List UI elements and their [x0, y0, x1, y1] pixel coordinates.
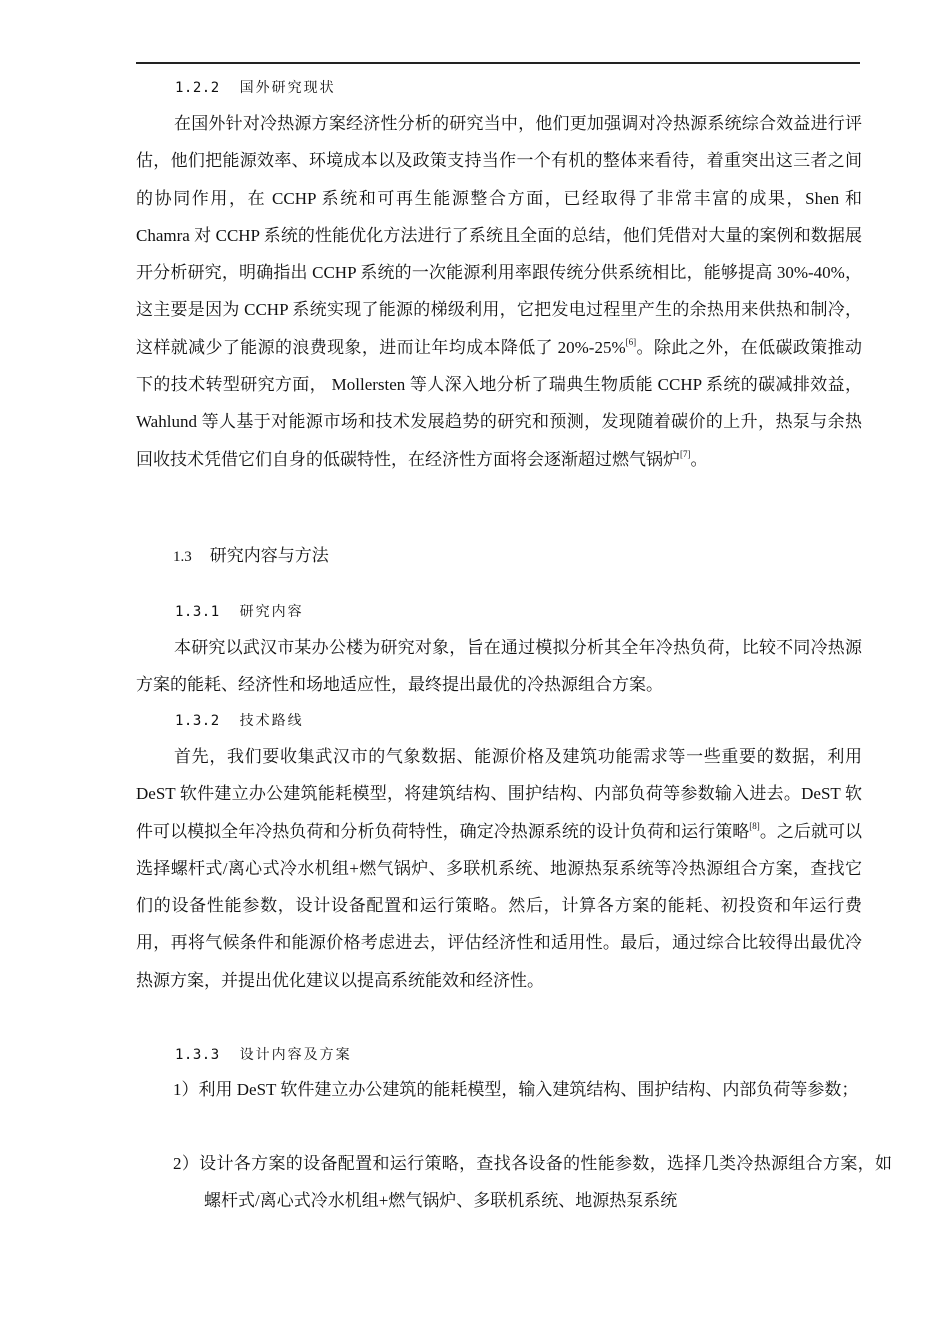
section-heading-1-3-3 [175, 1044, 352, 1064]
paragraph-text: 。 [690, 449, 708, 469]
citation-ref: [7] [680, 448, 691, 459]
citation-ref: [8] [749, 820, 760, 831]
section-title: 研究内容 [239, 604, 304, 620]
paragraph-foreign-research [136, 105, 862, 478]
section-title: 研究内容与方法 [209, 546, 329, 565]
section-number: 1.3.1 [175, 604, 220, 620]
list-item-1: 1）利用 DeST 软件建立办公建筑的能耗模型，输入建筑结构、围护结构、内部负荷等参数； [173, 1080, 859, 1099]
list-item-2: 2）设计各方案的设备配置和运行策略，查找各设备的性能参数，选择几类冷热源组合方案，如螺杆式/离心式冷水机组+燃气锅炉、多联机系统、地源热泵系统 [173, 1154, 892, 1210]
section-number: 1.3 [173, 549, 192, 565]
section-heading-1-3-1 [175, 601, 304, 621]
paragraph-text: 。除此之外，在低碳政策推动下的技术转型研究方面， Mollersten 等人深入地分析了瑞典生物质能 CCHP 系统的碳减排效益， Wahlund 等人基于对能源市场和技术发展趋势的研究和预测，发现随着碳价的上升，热泵与余热回收技术凭借它们自身的低碳特性，在经济性方面将会逐渐超过燃气锅炉 [136, 337, 863, 469]
section-heading-1-3-2 [175, 710, 304, 730]
header-rule [136, 62, 860, 64]
section-number: 1.3.2 [175, 713, 220, 729]
section-number: 1.3.3 [175, 1047, 220, 1063]
paragraph-text: 在国外针对冷热源方案经济性分析的研究当中，他们更加强调对冷热源系统综合效益进行评估，他们把能源效率、环境成本以及政策支持当作一个有机的整体来看待，着重突出这三者之间的协同作用，在 CCHP 系统和可再生能源整合方面，已经取得了非常丰富的成果，Shen 和 Chamra 对 CCHP 系统的性能优化方法进行了系统且全面的总结，他们凭借对大量的案例和数据展开分析研究，明确指出 CCHP 系统的一次能源利用率跟传统分供系统相比，能够提高 30%-40%，这主要是因为 CCHP 系统实现了能源的梯级利用，它把发电过程里产生的余热用来供热和制冷，这样就减少了能源的浪费现象，进而让年均成本降低了 20%-25% [136, 114, 862, 357]
citation-ref: [6] [625, 336, 637, 347]
section-title: 国外研究现状 [239, 80, 336, 96]
paragraph-text: 本研究以武汉市某办公楼为研究对象，旨在通过模拟分析其全年冷热负荷，比较不同冷热源方案的能耗、经济性和场地适应性，最终提出最优的冷热源组合方案。 [136, 638, 862, 695]
paragraph-technical-route [136, 738, 862, 999]
paragraph-text: 首先，我们要收集武汉市的气象数据、能源价格及建筑功能需求等一些重要的数据，利用 DeST 软件建立办公建筑能耗模型，将建筑结构、围护结构、内部负荷等参数输入进去。DeST 软件可以模拟全年冷热负荷和分析负荷特性，确定冷热源系统的设计负荷和运行策略 [136, 747, 862, 841]
paragraph-research-content [136, 629, 862, 704]
section-heading-1-2-2 [175, 77, 336, 97]
section-heading-1-3 [173, 541, 329, 566]
paragraph-text: 。之后就可以选择螺杆式/离心式冷水机组+燃气锅炉、多联机系统、地源热泵系统等冷热源组合方案，查找它们的设备性能参数，设计设备配置和运行策略。然后，计算各方案的能耗、初投资和年运行费用，再将气候条件和能源价格考虑进去，评估经济性和适用性。最后，通过综合比较得出最优冷热源方案，并提出优化建议以提高系统能效和经济性。 [136, 821, 863, 990]
section-number: 1.2.2 [175, 80, 220, 96]
section-title: 设计内容及方案 [239, 1047, 352, 1063]
section-title: 技术路线 [239, 713, 304, 729]
